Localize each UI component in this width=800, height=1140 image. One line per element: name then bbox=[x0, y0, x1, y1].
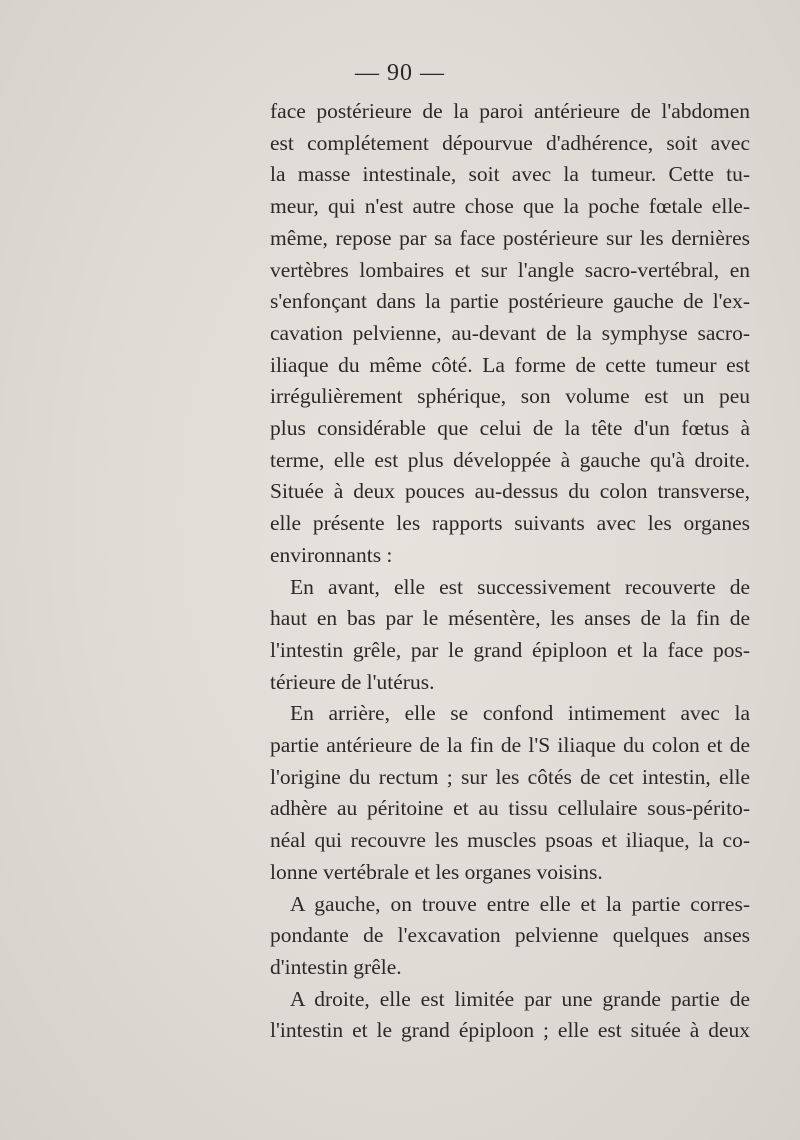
text-line: haut en bas par le mésentère, les anses de la fin de bbox=[270, 606, 750, 631]
text-line: d'intestin grêle. bbox=[270, 954, 402, 979]
body-text bbox=[270, 96, 750, 1047]
text-line: est complétement dépourvue d'adhérence, soit avec bbox=[270, 130, 750, 155]
text-line: En avant, elle est successivement recouverte de bbox=[290, 574, 750, 599]
paragraph-4 bbox=[270, 889, 750, 984]
text-line: iliaque du même côté. La forme de cette tumeur est bbox=[270, 352, 750, 377]
text-line: irrégulièrement sphérique, son volume est un peu bbox=[270, 384, 750, 409]
paragraph-1 bbox=[270, 96, 750, 572]
text-line: même, repose par sa face postérieure sur les dernières bbox=[270, 225, 750, 250]
text-line: l'origine du rectum ; sur les côtés de cet intestin, elle bbox=[270, 764, 750, 789]
text-line: partie antérieure de la fin de l'S iliaque du colon et de bbox=[270, 733, 750, 758]
text-line: néal qui recouvre les muscles psoas et iliaque, la co- bbox=[270, 828, 750, 853]
text-line: térieure de l'utérus. bbox=[270, 669, 435, 694]
text-line: la masse intestinale, soit avec la tumeur. Cette tu- bbox=[270, 162, 750, 187]
text-line: elle présente les rapports suivants avec les organes bbox=[270, 511, 750, 536]
text-line: environnants : bbox=[270, 542, 393, 567]
paragraph-3 bbox=[270, 698, 750, 888]
paragraph-2 bbox=[270, 572, 750, 699]
text-line: Située à deux pouces au-dessus du colon transverse, bbox=[270, 479, 750, 504]
text-line: plus considérable que celui de la tête d'un fœtus à bbox=[270, 416, 750, 441]
text-line: adhère au péritoine et au tissu cellulaire sous-périto- bbox=[270, 796, 750, 821]
text-line: En arrière, elle se confond intimement avec la bbox=[290, 701, 750, 726]
page-number: — 90 — bbox=[355, 60, 445, 86]
text-line: l'intestin grêle, par le grand épiploon et la face pos- bbox=[270, 637, 750, 662]
text-line: l'intestin et le grand épiploon ; elle est située à deux bbox=[270, 1018, 750, 1043]
text-line: lonne vertébrale et les organes voisins. bbox=[270, 859, 603, 884]
paragraph-5 bbox=[270, 984, 750, 1047]
text-line: s'enfonçant dans la partie postérieure gauche de l'ex- bbox=[270, 289, 750, 314]
text-line: A droite, elle est limitée par une grande partie de bbox=[290, 986, 750, 1011]
text-line: pondante de l'excavation pelvienne quelques anses bbox=[270, 923, 750, 948]
text-line: vertèbres lombaires et sur l'angle sacro-vertébral, en bbox=[270, 257, 750, 282]
text-line: face postérieure de la paroi antérieure de l'abdomen bbox=[270, 99, 750, 123]
text-line: terme, elle est plus développée à gauche qu'à droite. bbox=[270, 447, 750, 472]
text-line: A gauche, on trouve entre elle et la partie corres- bbox=[290, 891, 750, 916]
text-line: meur, qui n'est autre chose que la poche fœtale elle- bbox=[270, 194, 750, 219]
text-line: cavation pelvienne, au-devant de la symphyse sacro- bbox=[270, 320, 750, 345]
